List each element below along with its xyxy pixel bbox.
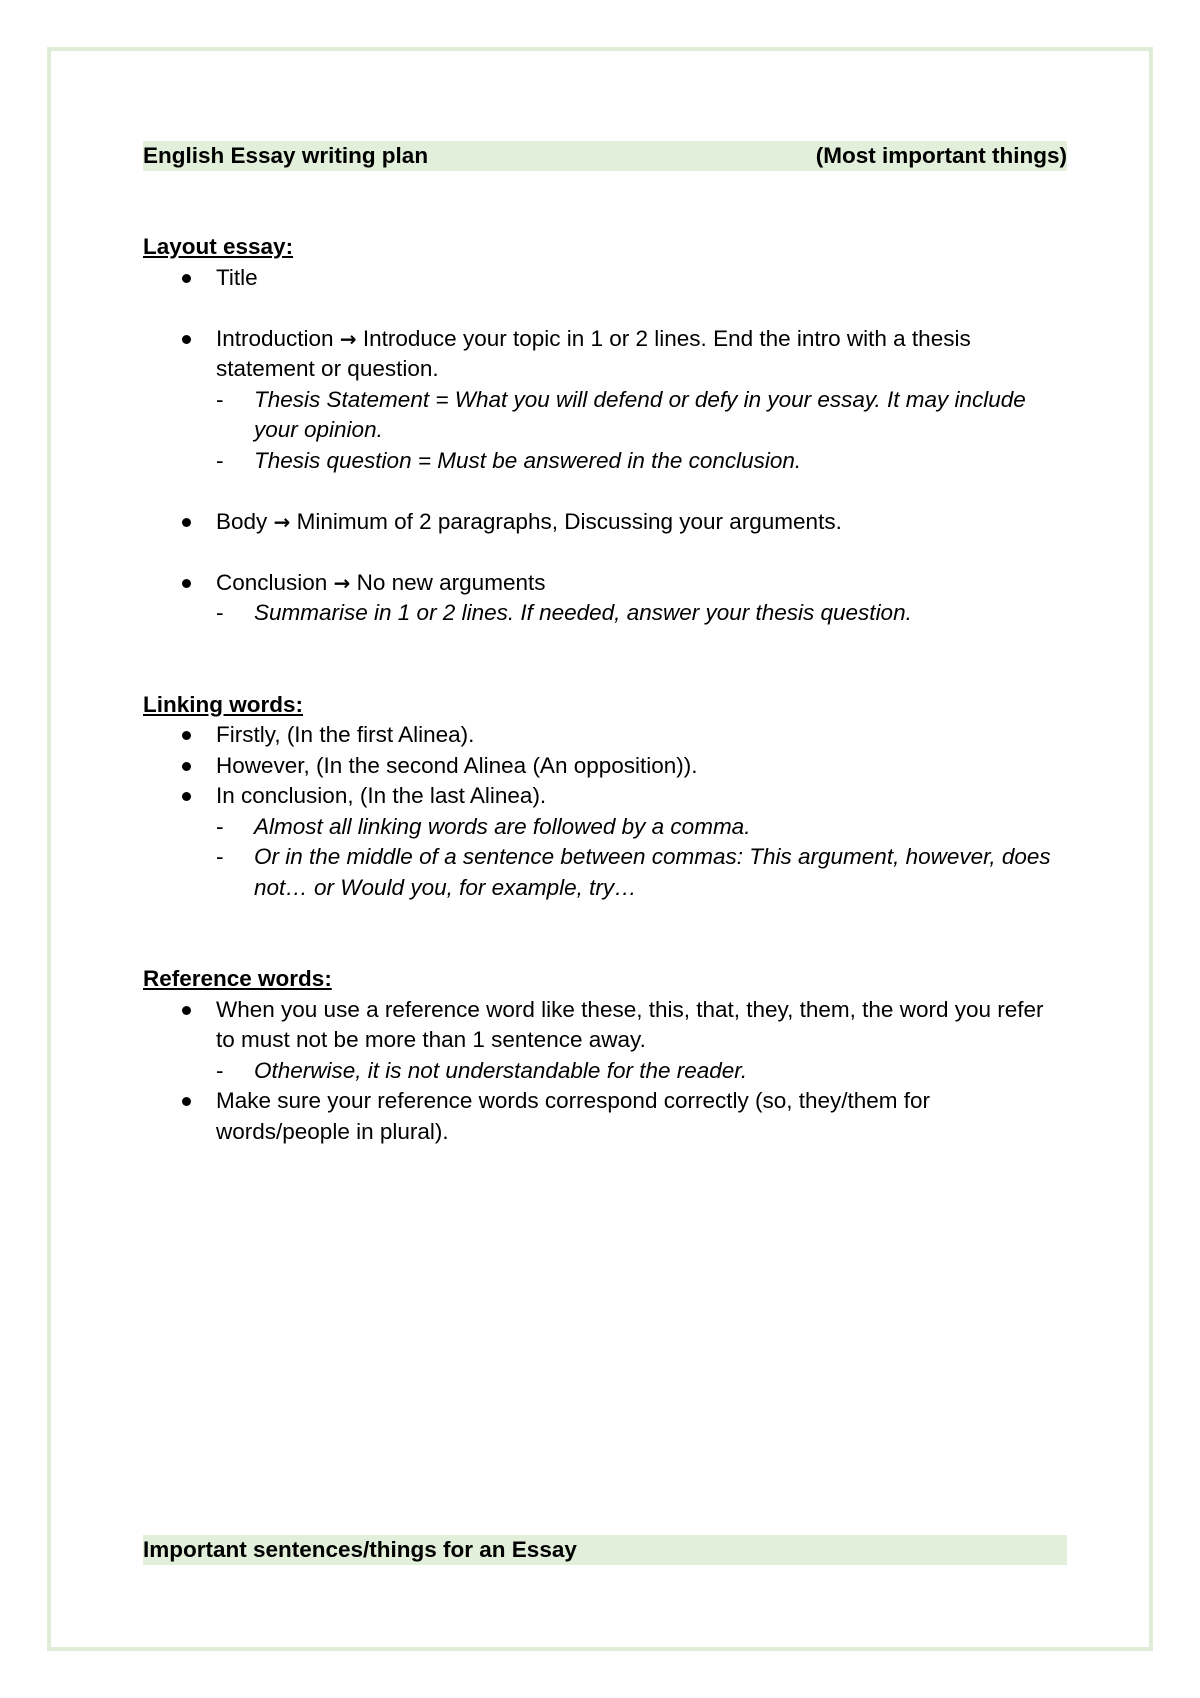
list-item: In conclusion, (In the last Alinea). - Almost all linking words are followed by a comma. - Or in the middle of a sentence between commas: This argument, however, does not… or Would you, for example, try…: [143, 781, 1067, 903]
layout-list: [143, 263, 1067, 629]
body-text: Minimum of 2 paragraphs, Discussing your arguments.: [296, 508, 842, 534]
arrow-right-icon: →: [339, 326, 357, 351]
intro-text: Introduce your topic in 1 or 2 lines. End the intro with a thesis statement or question.: [216, 325, 971, 381]
body-label: Body: [216, 508, 268, 534]
arrow-right-icon: →: [333, 570, 351, 595]
reference-heading: Reference words:: [143, 966, 332, 991]
list-item-introduction: [143, 324, 1067, 477]
bullet-icon: [182, 335, 191, 344]
spacer: [143, 903, 1067, 964]
list-item: When you use a reference word like these, this, that, they, them, the word you refer to must not be more than 1 sentence away. - Otherwise, it is not understandable for the reader.: [143, 995, 1067, 1087]
bullet-icon: [182, 762, 191, 771]
dash-icon: -: [216, 386, 224, 412]
bullet-icon: [182, 731, 191, 740]
spacer: [143, 629, 1067, 690]
list-item: However, (In the second Alinea (An opposition)).: [143, 751, 1067, 782]
sub-item: - Thesis question = Must be answered in the conclusion.: [216, 446, 1067, 477]
conclusion-label: Conclusion: [216, 569, 328, 595]
footer-title: Important sentences/things for an Essay: [143, 1537, 577, 1562]
document-content: [143, 141, 1067, 1147]
document-title: English Essay writing plan: [143, 142, 429, 168]
spacer: [143, 537, 1067, 568]
sub-item: - Otherwise, it is not understandable for the reader.: [216, 1056, 1067, 1087]
footer-bar: [143, 1535, 1067, 1565]
linking-heading: Linking words:: [143, 691, 303, 717]
conclusion-text: No new arguments: [356, 569, 546, 595]
list-item: Firstly, (In the first Alinea).: [143, 720, 1067, 751]
dash-icon: -: [216, 844, 224, 869]
sub-item: - Or in the middle of a sentence between commas: This argument, however, does not… or Would you, for example, try…: [216, 844, 1051, 900]
layout-heading: Layout essay:: [143, 234, 294, 259]
bullet-icon: [182, 792, 191, 801]
reference-sublist: [216, 1056, 1067, 1087]
sub-item: - Thesis Statement = What you will defend or defy in your essay. It may include your opinion.: [216, 386, 1026, 442]
linking-sublist: [216, 812, 1067, 904]
bullet-icon: [182, 1006, 191, 1015]
sub-item: - Almost all linking words are followed by a comma.: [216, 812, 1067, 843]
conclusion-sublist: [216, 598, 1067, 629]
list-item-conclusion: [143, 568, 1067, 629]
list-item-title: Title: [143, 263, 1067, 294]
dash-icon: -: [216, 447, 224, 473]
bullet-icon: [182, 274, 191, 283]
dash-icon: -: [216, 600, 224, 625]
intro-sublist: [216, 385, 1067, 477]
document-note: (Most important things): [815, 142, 1067, 168]
list-item: Make sure your reference words correspond correctly (so, they/them for words/people in plural).: [143, 1086, 1067, 1147]
spacer: [143, 476, 1067, 507]
bullet-icon: [182, 579, 191, 588]
header-bar: [143, 141, 1067, 171]
spacer: [143, 293, 1067, 324]
spacer: [143, 171, 1067, 232]
bullet-icon: [182, 1097, 191, 1106]
dash-icon: -: [216, 813, 224, 839]
intro-label: Introduction: [216, 325, 334, 351]
linking-list: [143, 720, 1067, 903]
dash-icon: -: [216, 1057, 224, 1083]
reference-list: [143, 995, 1067, 1148]
list-item-body: [143, 507, 1067, 538]
arrow-right-icon: →: [273, 509, 291, 534]
sub-item: - Summarise in 1 or 2 lines. If needed, answer your thesis question.: [216, 598, 1067, 629]
bullet-icon: [182, 518, 191, 527]
